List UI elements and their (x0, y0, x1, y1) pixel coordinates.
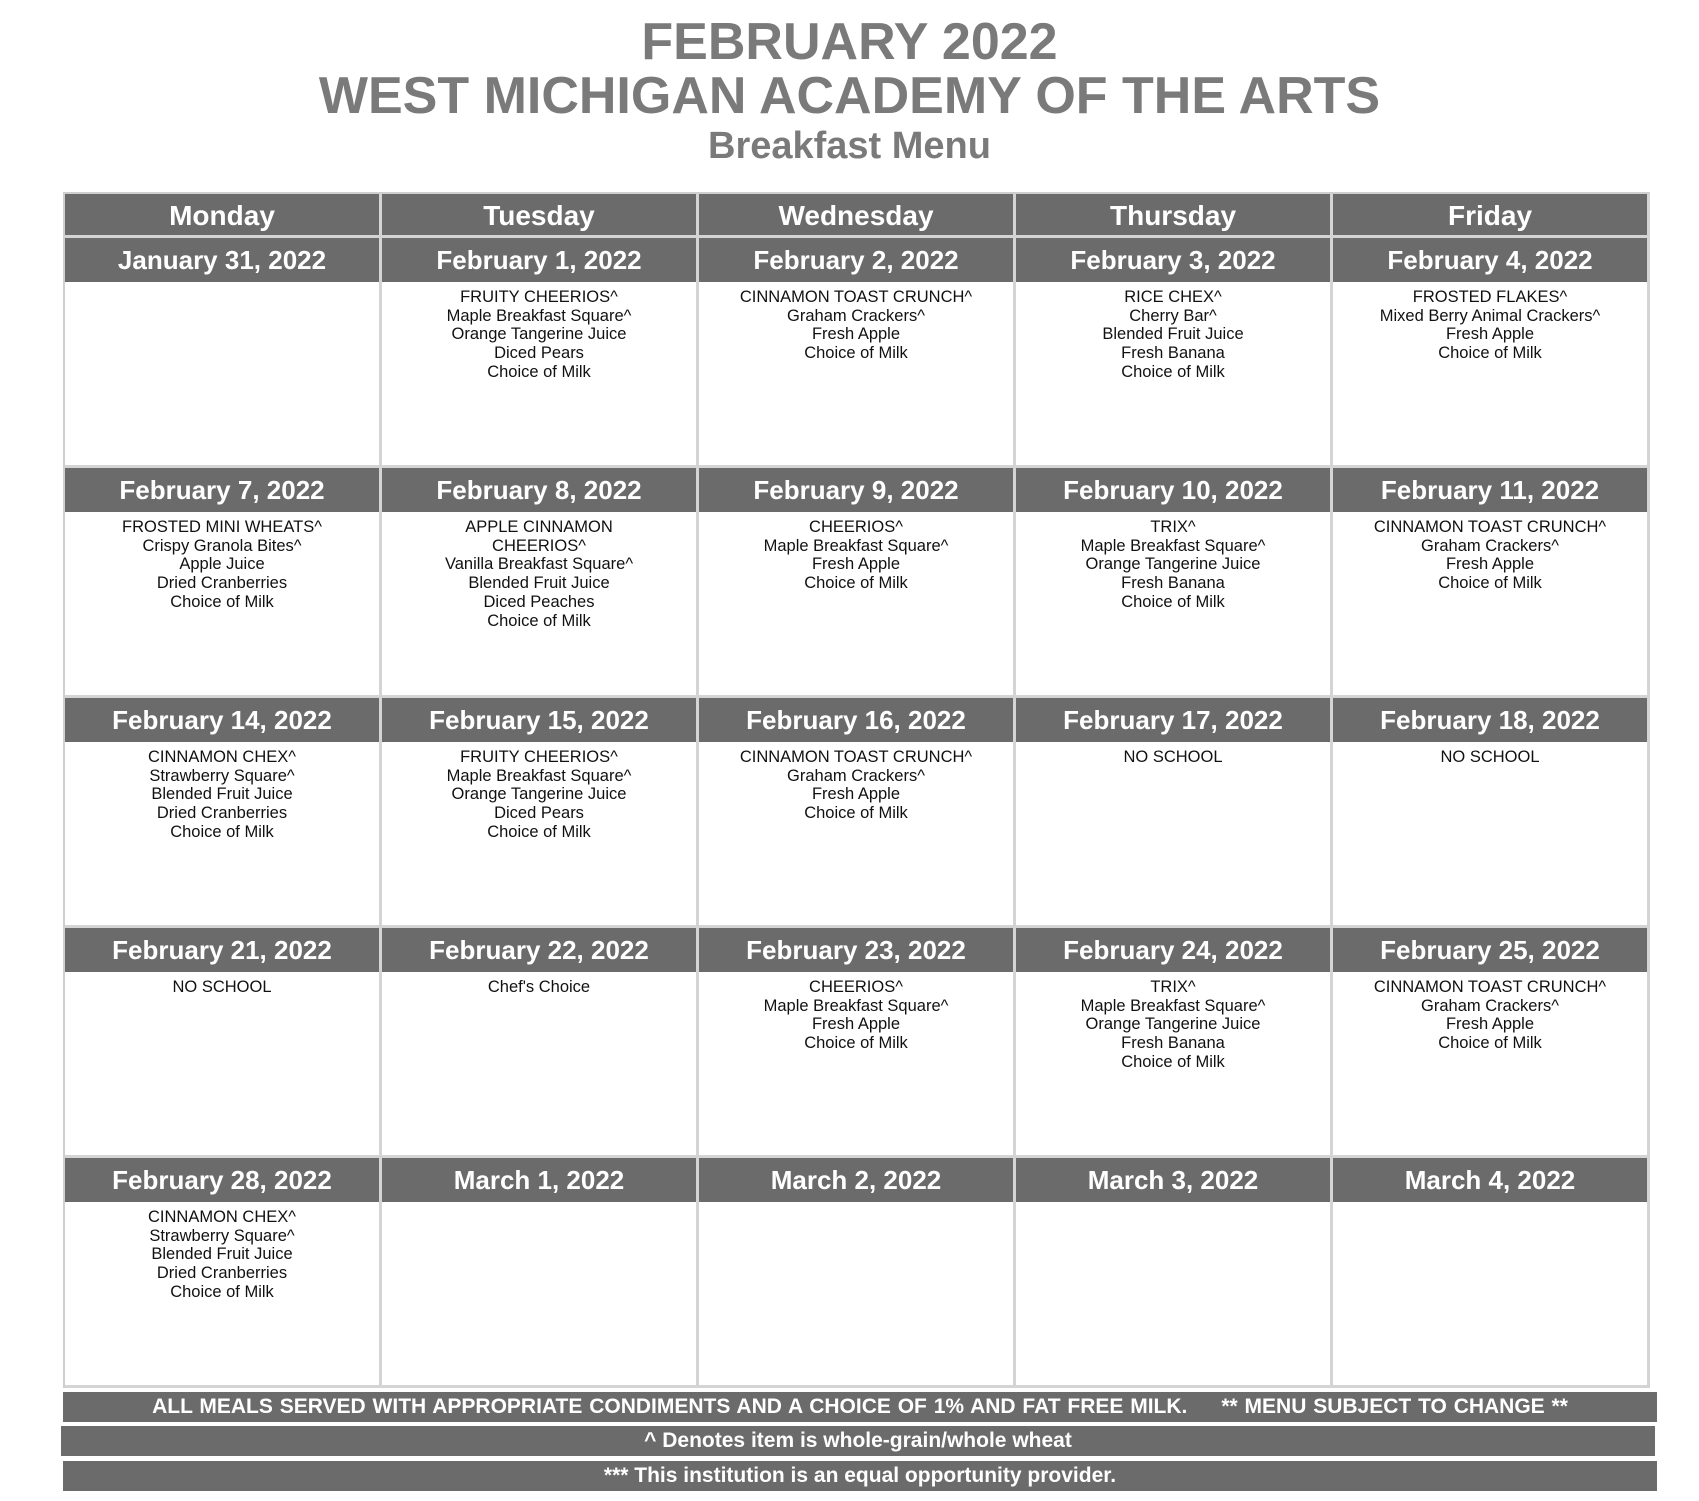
menu-item: Choice of Milk (804, 574, 908, 593)
day-date-label: February 11, 2022 (1333, 468, 1647, 512)
menu-item: Maple Breakfast Square^ (763, 996, 949, 1015)
day-cell (65, 698, 382, 928)
day-cell (1333, 928, 1650, 1158)
day-cell (699, 1158, 1016, 1388)
menu-item-list (382, 1202, 696, 1208)
menu-item: Choice of Milk (1121, 592, 1225, 611)
menu-item-list (1333, 742, 1647, 767)
menu-item-list (699, 282, 1013, 363)
day-cell (699, 698, 1016, 928)
menu-item: Fresh Banana (1121, 344, 1225, 363)
menu-item: Fresh Apple (811, 785, 901, 804)
menu-item: Blended Fruit Juice (468, 574, 610, 593)
menu-item: Choice of Milk (804, 804, 908, 823)
day-header-wednesday: Wednesday (699, 194, 1016, 238)
menu-item: Choice of Milk (1438, 344, 1542, 363)
menu-item-list (1333, 972, 1647, 1053)
day-cell (699, 928, 1016, 1158)
day-date-label: February 9, 2022 (699, 468, 1013, 512)
day-date-label: February 28, 2022 (65, 1158, 379, 1202)
day-date-label: February 7, 2022 (65, 468, 379, 512)
menu-item: Dried Cranberries (156, 1264, 288, 1283)
menu-item: Maple Breakfast Square^ (763, 536, 949, 555)
day-cell (699, 238, 1016, 468)
menu-item-list (1016, 512, 1330, 612)
menu-item-list (382, 512, 696, 630)
menu-item: Fresh Apple (1445, 1015, 1535, 1034)
menu-calendar-grid (63, 192, 1650, 1388)
day-date-label: February 21, 2022 (65, 928, 379, 972)
day-cell (1333, 238, 1650, 468)
menu-item: Mixed Berry Animal Crackers^ (1379, 306, 1601, 325)
day-date-label: February 2, 2022 (699, 238, 1013, 282)
menu-item-list (382, 282, 696, 382)
menu-item: Blended Fruit Juice (151, 1245, 293, 1264)
menu-item: Blended Fruit Juice (151, 785, 293, 804)
whole-grain-legend-bar (61, 1426, 1655, 1456)
day-header-tuesday: Tuesday (382, 194, 699, 238)
day-date-label: February 10, 2022 (1016, 468, 1330, 512)
menu-item: Maple Breakfast Square^ (1080, 996, 1266, 1015)
menu-item: CINNAMON CHEX^ (147, 748, 296, 766)
menu-item: CINNAMON TOAST CRUNCH^ (739, 288, 973, 306)
menu-item-list (699, 742, 1013, 823)
menu-item: Dried Cranberries (156, 804, 288, 823)
menu-item: Diced Pears (494, 344, 584, 363)
menu-item: Maple Breakfast Square^ (446, 306, 632, 325)
day-header-friday: Friday (1333, 194, 1650, 238)
menu-item: Maple Breakfast Square^ (1080, 536, 1266, 555)
day-header-monday: Monday (65, 194, 382, 238)
day-cell (1016, 468, 1333, 698)
day-date-label: March 4, 2022 (1333, 1158, 1647, 1202)
day-cell (65, 1158, 382, 1388)
menu-item-list (1333, 512, 1647, 593)
menu-item: Crispy Granola Bites^ (142, 536, 302, 555)
menu-item: Graham Crackers^ (787, 306, 925, 325)
menu-item: TRIX^ (1150, 978, 1196, 996)
menu-item: Fresh Apple (811, 1015, 901, 1034)
menu-item: NO SCHOOL (1123, 748, 1223, 766)
menu-item: Choice of Milk (487, 362, 591, 381)
menu-item: Fresh Apple (811, 555, 901, 574)
menu-item: Strawberry Square^ (149, 766, 295, 785)
menu-item: CINNAMON TOAST CRUNCH^ (1373, 518, 1607, 536)
menu-item: CINNAMON TOAST CRUNCH^ (1373, 978, 1607, 996)
menu-item: Maple Breakfast Square^ (446, 766, 632, 785)
day-cell (1016, 238, 1333, 468)
menu-item: Orange Tangerine Juice (1085, 555, 1261, 574)
day-cell (1016, 928, 1333, 1158)
school-name-title: WEST MICHIGAN ACADEMY OF THE ARTS (318, 67, 1381, 125)
menu-item: CHEERIOS^ (809, 978, 903, 996)
menu-item-list (382, 972, 696, 997)
menu-item-list (1016, 972, 1330, 1072)
menu-item: CINNAMON TOAST CRUNCH^ (739, 748, 973, 766)
menu-item: Cherry Bar^ (1129, 306, 1217, 325)
day-date-label: February 14, 2022 (65, 698, 379, 742)
menu-item-list (382, 742, 696, 842)
menu-item-list (65, 742, 379, 842)
menu-item: Vanilla Breakfast Square^ (444, 555, 634, 574)
menu-item: Fresh Banana (1121, 574, 1225, 593)
menu-item: Fresh Banana (1121, 1034, 1225, 1053)
menu-item: RICE CHEX^ (1124, 288, 1222, 306)
menu-item-list (65, 282, 379, 288)
menu-item-list (1016, 282, 1330, 382)
menu-item: Choice of Milk (487, 611, 591, 630)
menu-item: Choice of Milk (1438, 574, 1542, 593)
menu-item: Fresh Apple (1445, 555, 1535, 574)
condiments-notice: ALL MEALS SERVED WITH APPROPRIATE CONDIMENTS AND A CHOICE OF 1% AND FAT FREE MILK. (152, 1395, 1188, 1418)
day-date-label: February 15, 2022 (382, 698, 696, 742)
day-date-label: February 25, 2022 (1333, 928, 1647, 972)
day-date-label: February 23, 2022 (699, 928, 1013, 972)
menu-item: FROSTED MINI WHEATS^ (122, 518, 322, 536)
day-date-label: February 8, 2022 (382, 468, 696, 512)
menu-month-title: FEBRUARY 2022 (641, 13, 1058, 71)
day-cell (65, 928, 382, 1158)
day-cell (1333, 698, 1650, 928)
menu-item: TRIX^ (1150, 518, 1196, 536)
menu-item-list (65, 1202, 379, 1302)
day-cell (382, 468, 699, 698)
day-date-label: February 24, 2022 (1016, 928, 1330, 972)
menu-item: FRUITY CHEERIOS^ (460, 288, 618, 306)
day-date-label: March 3, 2022 (1016, 1158, 1330, 1202)
menu-item: Graham Crackers^ (1421, 996, 1559, 1015)
menu-item-list (1333, 282, 1647, 363)
menu-item-list (1333, 1202, 1647, 1208)
menu-item: Chef's Choice (487, 978, 591, 996)
day-cell (65, 238, 382, 468)
menu-item-list (699, 972, 1013, 1053)
menu-item-list (699, 1202, 1013, 1208)
menu-change-notice: ** MENU SUBJECT TO CHANGE ** (1221, 1395, 1568, 1418)
menu-item: Apple Juice (179, 555, 265, 574)
menu-item: CHEERIOS^ (492, 536, 586, 555)
menu-item: Dried Cranberries (156, 574, 288, 593)
condiments-notice-bar (63, 1392, 1657, 1422)
day-date-label: March 2, 2022 (699, 1158, 1013, 1202)
menu-item-list (699, 512, 1013, 593)
day-cell (699, 468, 1016, 698)
menu-item: Blended Fruit Juice (1102, 325, 1244, 344)
menu-item: Choice of Milk (1438, 1034, 1542, 1053)
menu-item: Choice of Milk (804, 344, 908, 363)
day-date-label: February 17, 2022 (1016, 698, 1330, 742)
menu-item: Choice of Milk (804, 1034, 908, 1053)
menu-item: Orange Tangerine Juice (451, 325, 627, 344)
day-cell (1016, 698, 1333, 928)
menu-type-subtitle: Breakfast Menu (708, 125, 991, 167)
menu-item: Fresh Apple (811, 325, 901, 344)
menu-item: CINNAMON CHEX^ (147, 1208, 296, 1226)
menu-item: CHEERIOS^ (809, 518, 903, 536)
day-cell (382, 698, 699, 928)
whole-grain-legend: ^ Denotes item is whole-grain/whole wheat (644, 1429, 1072, 1452)
day-date-label: February 18, 2022 (1333, 698, 1647, 742)
menu-item: NO SCHOOL (172, 978, 272, 996)
menu-item: Choice of Milk (1121, 1052, 1225, 1071)
day-cell (382, 928, 699, 1158)
menu-item: Strawberry Square^ (149, 1226, 295, 1245)
day-cell (1333, 468, 1650, 698)
menu-item-list (1016, 1202, 1330, 1208)
day-date-label: February 4, 2022 (1333, 238, 1647, 282)
day-date-label: February 16, 2022 (699, 698, 1013, 742)
day-cell (382, 1158, 699, 1388)
day-cell (65, 468, 382, 698)
menu-item: Diced Pears (494, 804, 584, 823)
day-header-thursday: Thursday (1016, 194, 1333, 238)
equal-opportunity-bar (63, 1461, 1657, 1491)
menu-item: Orange Tangerine Juice (451, 785, 627, 804)
menu-item: APPLE CINNAMON (465, 518, 613, 536)
day-date-label: February 3, 2022 (1016, 238, 1330, 282)
menu-item: Graham Crackers^ (1421, 536, 1559, 555)
day-date-label: March 1, 2022 (382, 1158, 696, 1202)
menu-item-list (65, 512, 379, 612)
menu-item: Choice of Milk (1121, 362, 1225, 381)
menu-item: FRUITY CHEERIOS^ (460, 748, 618, 766)
day-cell (382, 238, 699, 468)
equal-opportunity-statement: *** This institution is an equal opportunity provider. (603, 1464, 1117, 1487)
day-date-label: February 1, 2022 (382, 238, 696, 282)
menu-item: Choice of Milk (170, 592, 274, 611)
day-date-label: January 31, 2022 (65, 238, 379, 282)
menu-item-list (65, 972, 379, 997)
menu-item: Choice of Milk (170, 1282, 274, 1301)
menu-item: FROSTED FLAKES^ (1412, 288, 1568, 306)
menu-item: Graham Crackers^ (787, 766, 925, 785)
menu-item: Choice of Milk (170, 822, 274, 841)
day-date-label: February 22, 2022 (382, 928, 696, 972)
menu-item-list (1016, 742, 1330, 767)
menu-item: Fresh Apple (1445, 325, 1535, 344)
menu-item: Orange Tangerine Juice (1085, 1015, 1261, 1034)
menu-item: Diced Peaches (483, 592, 595, 611)
menu-item: NO SCHOOL (1440, 748, 1540, 766)
day-cell (1333, 1158, 1650, 1388)
day-cell (1016, 1158, 1333, 1388)
menu-item: Choice of Milk (487, 822, 591, 841)
